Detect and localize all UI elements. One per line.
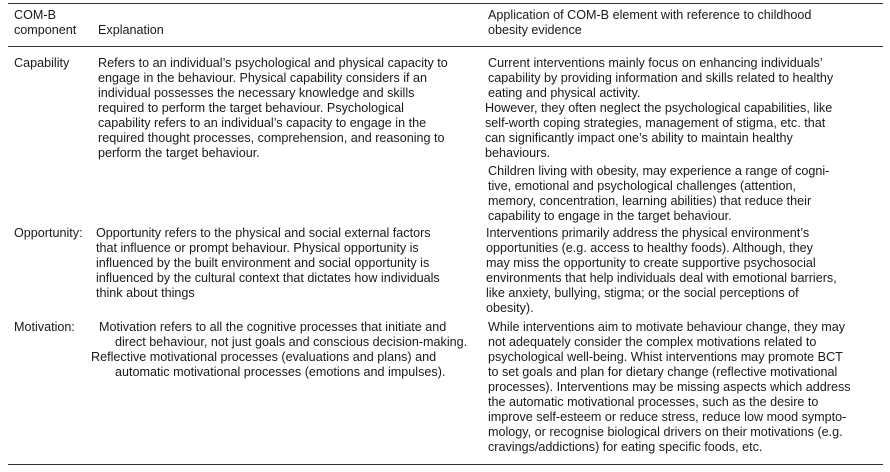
row-motivation-component: Motivation: [14,320,75,334]
row-opportunity-explanation: Opportunity refers to the physical and social external factors that influence or prompt behaviour. Physical opportunity is influenced by the built environment and social opportunity is influenced by the cultural context that dictates how individuals think about things [96,226,440,300]
row-opportunity-application: Interventions primarily address the physical environment’s opportunities (e.g. access to healthy foods). Although, they may miss the opportunity to create supportive psychosocial environments that help individuals deal with emotional barriers, like anxiety, bullying, stigma; or the social perceptions of obesity). [486,226,837,315]
header-application: Application of COM-B element with reference to childhood obesity evidence [488,8,812,37]
header-explanation: Explanation [98,23,164,37]
header-component: COM-B component [14,8,77,37]
row-capability-application-1: Current interventions mainly focus on enhancing individuals’ capability by providing information and skills related to healthy eating and physical activity. [488,56,834,100]
row-capability-explanation: Refers to an individual’s psychological and physical capacity to engage in the behaviour. Physical capability considers if an individual possesses the necessary knowledge and skills required to perform the target behaviour. Psychological capability refers to an individual’s capacity to engage in the required thought processes, comprehension, and reasoning to perform the target behaviour. [98,56,448,160]
row-motivation-explanation-line-1: Motivation refers to all the cognitive processes that initiate and [99,320,447,334]
row-capability-application-3: Children living with obesity, may experience a range of cogni- tive, emotional and psychological challenges (attention, memory, concentration, learning abilities) that reduce their capability to engage in the target behaviour. [488,164,830,223]
top-rule [8,3,883,4]
bottom-rule [8,464,883,465]
row-motivation-explanation-line-2: direct behaviour, not just goals and conscious decision-making. [115,335,468,349]
row-motivation-application: While interventions aim to motivate behaviour change, they may not adequately consider the complex motivations related to psychological well-being. Whist interventions may promote BCT to set goals and plan for dietary change (reflective motivational processes). Interventions may be missing aspects which address the automatic motivational processes, such as the desire to improve self-esteem or reduce stress, reduce low mood sympto- mology, or recognise biological drivers on their motivations (e.g. cravings/addictions) for eating specific foods, etc. [488,320,851,454]
row-motivation-explanation-line-3: Reflective motivational processes (evaluations and plans) and [91,350,437,364]
row-motivation-explanation-line-4: automatic motivational processes (emotions and impulses). [115,365,446,379]
row-capability-application-2: However, they often neglect the psychological capabilities, like self-worth coping strategies, management of stigma, etc. that can significantly impact one’s ability to maintain healthy behaviours. [485,101,833,160]
row-capability-component: Capability [14,56,70,70]
header-rule [8,46,883,47]
row-opportunity-component: Opportunity: [14,226,83,240]
